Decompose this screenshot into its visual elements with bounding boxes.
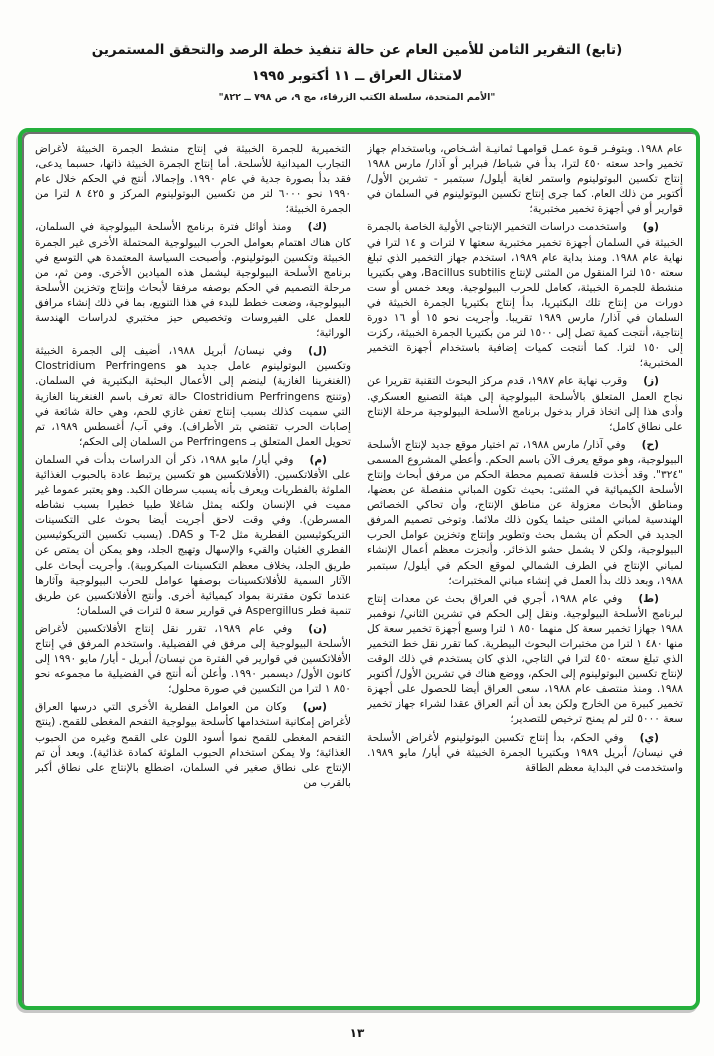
paragraph-text: ومنذ أوائل فترة برنامج الأسلحة البيولوجية في السلمان، كان هناك اهتمام بعوامل الحرب البيولوجية المحتملة الأخرى غير الجمرة الخبيثة وتكسين البوتولينوم. وأصبحت السياسة المعتمدة هي التوسع في برنامج الأسلحة البيولوجية ليشمل هذه الميادين الأخرى. ومن ثم، من مرحلة التصميم في الحكم بوصفه مرفقا لأبحاث وإنتاج وتخزين الأسلحة البيولوجية، وضعت خطط للبدء في هذا التنويع، بما في ذلك إنشاء مرافق للعمل على الفيروسات وتخصيص حيز مختبري لدراسات الهندسة الوراثية؛ (35, 221, 351, 340)
paragraph-text: وفي آذار/ مارس ١٩٨٨، تم اختيار موقع جديد لإنتاج الأسلحة البيولوجية، وهو موقع يعرف الآن باسم الحكم. وأعطي المشروع المسمى "٣٢٤". وقد أخذت فلسفة تصميم محطة الحكم من مرفق أبحاث وإنتاج الأسلحة الكيميائية في المثنى: بحيث تكون المباني منفصلة عن بعضها، ومناطق الأبحاث معزولة عن مناطق الإنتاج، وأن تحاكي الخصائص الهندسية لمباني المثنى حيثما يكون ذلك ملائما. وتوخى تصميم المرفق الجديد في الحكم أن يشمل بحث وتطوير وإنتاج وتخزين عوامل الحرب البيولوجية، ولكن لا يشمل حشو الذخائر. وأنجزت معظم أعمال الإنشاء لمباني الإنتاج في الطرف الشمالي لموقع الحكم في أيلول/ سبتمبر ١٩٨٨، وبعد ذلك بدأ العمل في إنشاء مباني المختبرات؛ (367, 438, 683, 587)
paragraph-label: (و) (642, 221, 659, 234)
paragraph-text: التخميرية للجمرة الخبيثة في إنتاج منشط الجمرة الخبيثة لأغراض التجارب الميدانية للأسلحة. أما إنتاج الجمرة الخبيثة ذاتها، حسبما يدعى، فقد بدأ بصورة جدية في عام ١٩٩٠. وإجمالا، أنتج في الحكم خلال عام ١٩٩٠ نحو ٦٠٠٠ لتر من تكسين البوتولينوم المركز و ٤٢٥ ٨ لترا من الجمرة الخبيثة؛ (35, 143, 351, 216)
paragraph-kaf (35, 220, 351, 341)
paragraph-label: (ط) (638, 592, 660, 605)
paragraph-label: (ي) (639, 731, 659, 744)
paragraph-text: وفي عام ١٩٨٩، تقرر نقل إنتاج الأفلاتكسين لأغراض الأسلحة البيولوجية إلى مرفق في الفضيلية. واستخدم المرفق في إنتاج الأفلاتكسين في قوارير في الفترة من نيسان/ أبريل - أيار/ مايو ١٩٩٠ إلى كانون الأول/ ديسمبر ١٩٩٠. وأعلن أنه أنتج في الفضيلية ما مجموعه نحو ٨٥٠ ١ لترا من التكسين في صورة محلول؛ (35, 622, 351, 696)
two-column-body (22, 132, 696, 1006)
paragraph-lam (35, 344, 351, 450)
page-header (0, 0, 714, 108)
paragraph-mim (35, 453, 351, 619)
paragraph-continuation (367, 142, 683, 217)
paragraph-text: واستخدمت دراسات التخمير الإنتاجي الأولية الخاصة بالجمرة الخبيثة في السلمان أجهزة تخمير مختبرية سعتها ٧ لترات و ١٤ لترا في نهاية عام ١٩٨٨. ومنذ بداية عام ١٩٨٩، استخدم جهاز التخمير الذي تبلغ سعته ١٥٠ لترا المنقول من المثنى لإنتاج Bacillus subtilis، وهي بكتيريا منشطة للجمرة الخبيثة، كعامل للحرب البيولوجية. وبعد خمس أو ست دورات من إنتاج تلك البكتيريا، بدأ إنتاج بكتيريا الجمرة الخبيثة في السلمان في آذار/ مارس ١٩٨٩ تقريبا. وأجريت نحو ١٥ أو ١٦ دورة إنتاجية، أنتجت كمية تصل إلى ١٥٠٠ لتر من بكتيريا الجمرة الخبيثة، ركزت إلى ١٥٠ لترا. كما أنتجت كميات إضافية باستخدام أجهزة التخمير المختبرية؛ (367, 221, 683, 370)
paragraph-label: (ك) (307, 221, 327, 234)
page-number: ١٣ (349, 1026, 365, 1040)
paragraph-text: وقرب نهاية عام ١٩٨٧، قدم مركز البحوث التقنية تقريرا عن نجاح العمل المتعلق بالأسلحة البيولوجية إلى هيئة التصنيع العسكري. وأدى هذا إلى اتخاذ قرار بدخول برنامج الأسلحة البيولوجية مرحلة الإنتاج على نطاق كامل؛ (367, 375, 683, 433)
paragraph-text: وفي أيار/ مايو ١٩٨٨، ذكر أن الدراسات بدأت في السلمان على الأفلاتكسين. (الأفلاتكسين هو تكسين يرتبط عادة بالحبوب الغذائية الملوثة بالفطريات ويعرف بأنه يسبب سرطان الكبد. وهو يعتبر عموما غير مميت في الإنسان ولكنه يمثل شاغلا طبيا خطيرا بسبب نشاطه المسرطن). وفي وقت لاحق أجريت أيضا بحوث على التكسينات التريكوثيسين الفطرية مثل T-2 و DAS. (يسبب تكسين التريكوثيسين الفطري الغثيان والقيء والإسهال وتهيج الجلد، وهو يمكن أن يمتص عن طريق الجلد، بخلاف معظم التكسينات الميكروبية). وأجريت أبحاث على الآثار السمية للأفلاتكسينات بوصفها عوامل للحرب البيولوجية وآثارها عندما تكون مقترنة بمواد كيميائية أخرى. وأنتج الأفلاتكسين عن طريق تنمية فطر Aspergillus في قوارير سعة ٥ لترات في السلمان؛ (35, 453, 351, 617)
green-border-frame (18, 128, 700, 1010)
paragraph-text: وفي نيسان/ أبريل ١٩٨٨، أضيف إلى الجمرة الخبيثة وتكسين البوتولينوم عامل جديد هو Clostridium Perfringens (الغنغرينا الغازية) لينضم إلى الأعمال البحثية البكتيرية في السلمان. (وتنتج Clostridium Perfringens حالة تعرف باسم الغنغرينا الغازية التي سميت كذلك بسبب إنتاج تعفن غازي للحم، وهي حالة شائعة في إصابات الحرب تقتضي بتر الأطراف). وفي آب/ أغسطس ١٩٨٩، تم تحويل العمل المتعلق بـ Perfringens من السلمان إلى الحكم؛ (35, 345, 351, 448)
paragraph-label: (ز) (643, 375, 659, 388)
paragraph-nun (35, 622, 351, 697)
paragraph-hha (367, 438, 683, 589)
paragraph-text: عام ١٩٨٨. وبتوفـر قـوة عمـل قوامهـا ثمانيـة أشـخاص، وباستخدام جهاز تخمير واحد سعته ٤٥٠ لترا، بدأ في شباط/ فبراير أو آذار/ مارس ١٩٨٨ إنتاج تكسين البوتولينوم واستمر لغاية أيلول/ سبتمبر - تشرين الأول/ أكتوبر من ذلك العام. كما جرى إنتاج تكسين البوتولينوم في السلمان في قوارير أو في أجهزة تخمير مختبرية؛ (367, 143, 683, 216)
paragraph-text: وفي الحكم، بدأ إنتاج تكسين البوتولينوم لأغراض الأسلحة في نيسان/ أبريل ١٩٨٩ وبكتيريا الجمرة الخبيثة في أيار/ مايو ١٩٨٩. واستخدمت في البداية معظم الطاقة (367, 731, 683, 774)
paragraph-zay (367, 374, 683, 434)
paragraph-text: وفي عام ١٩٨٨، أجري في العراق بحث عن معدات إنتاج لبرنامج الأسلحة البيولوجية. ونقل إلى الحكم في تشرين الثاني/ نوفمبر ١٩٨٨ جهازا تخمير سعة كل منهما ٨٥٠ ١ لترا وسبع أجهزة تخمير سعة كل منها ٤٨٠ ١ لترا من مختبرات البحوث البيطرية. كما تقرر نقل خط التخمير الذي تبلغ سعته ٤٥٠ لترا في التاجي، الذي كان يستخدم في ذلك الوقت لإنتاج تكسين البوتولينوم إلى الحكم، ووضع هناك في تشرين الأول/ أكتوبر ١٩٨٨. ومنذ منتصف عام ١٩٨٨، سعى العراق أيضا للحصول على أجهزة تخمير كبيرة من الخارج ولكن بعد أن أتم العراق عقدا لشراء جهاز تخمير سعة ٥٠٠٠ لتر لم يمنح ترخيص للتصدير؛ (367, 592, 683, 726)
column-left (35, 142, 351, 998)
report-title: (تابع) التقرير الثامن للأمين العام عن حالة تنفيذ خطة الرصد والتحقق المستمرين (91, 42, 623, 58)
paragraph-tta (367, 592, 683, 728)
paragraph-sin (35, 700, 351, 791)
paragraph-label: (ح) (641, 438, 659, 451)
paragraph-waw (367, 220, 683, 371)
paragraph-continuation (35, 142, 351, 217)
paragraph-label: (ن) (308, 622, 327, 635)
paragraph-text: وكان من العوامل الفطرية الأخرى التي درسها العراق لأغراض إمكانية استخدامها كأسلحة بيولوجية التفحم المغطى للقمح. (ينتج التفحم المغطى للقمح نموا أسود اللون على القمح وغيره من الحبوب الغذائية؛ ولا يمكن استخدام الحبوب الملوثة كمادة غذائية). وبعد أن تم الإنتاج على نطاق صغير في السلمان، اضطلع بالإنتاج على نطاق أكبر بالقرب من (35, 701, 351, 789)
column-right (367, 142, 683, 998)
paragraph-label: (ل) (308, 345, 327, 358)
paragraph-label: (م) (309, 453, 327, 466)
source-citation: "الأمم المتحدة، سلسلة الكتب الزرقاء، مج ٩، ص ٧٩٨ ــ ٨٢٢" (218, 91, 496, 103)
report-subtitle-date: لامتثال العراق ــ ١١ أكتوبر ١٩٩٥ (251, 67, 463, 84)
paragraph-label: (س) (302, 701, 327, 714)
paragraph-ya (367, 731, 683, 776)
